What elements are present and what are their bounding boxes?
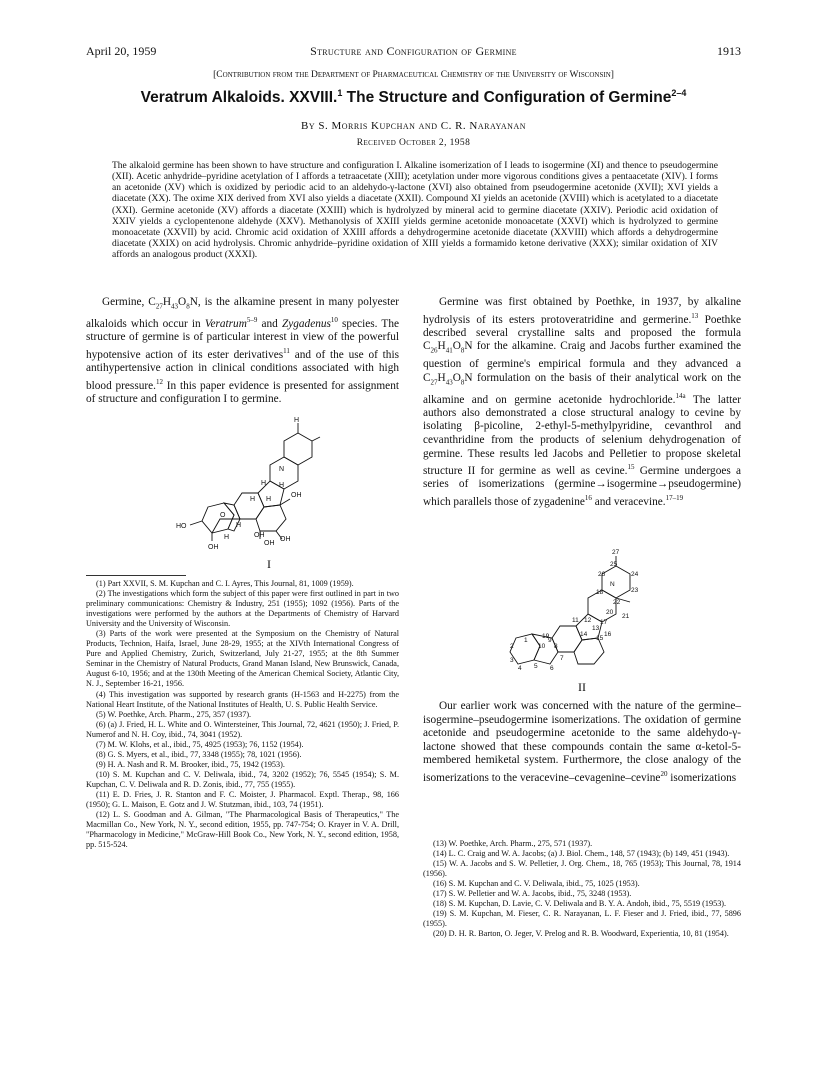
footnote: (13) W. Poethke, Arch. Pharm., 275, 571 (1937).	[433, 839, 593, 848]
position-number: 13	[592, 625, 600, 632]
footnote: (16) S. M. Kupchan and C. V. Deliwala, ibid., 75, 1025 (1953).	[433, 879, 640, 889]
position-number: 6	[550, 665, 554, 672]
paragraph-isomerization: Our earlier work was concerned with the nature of the germine–isogermine–pseudogermine isomerizations. The oxidation of germine acetonide and pseudogermine acetonide to the same aldehydo-γ-lactone showed that these compounds contain the same α-ketol-5-membered hemiketal system. Furthermore, the close analogy of the isomerizations to the veracevine–cevagenine–cevine$^{20}$ isomerizations	[423, 700, 741, 784]
issue-date: April 20, 1959	[86, 44, 157, 58]
atom-label: H	[279, 482, 285, 489]
position-number: 2	[510, 643, 514, 650]
position-number: 17	[600, 619, 608, 626]
atom-label: HO	[176, 523, 187, 530]
position-number: 24	[631, 571, 639, 578]
position-number: 1	[524, 637, 528, 644]
atom-label: H	[236, 522, 242, 529]
paragraph-history: Germine was first obtained by Poethke, in 1937, by alkaline hydrolysis of its esters protoveratridine and germerine.$^{13}$ Poethke described several crystalline salts and proposed the formula $C_{26}H_{41}O_8N$ for the alkamine. Craig and Jacobs further examined the question of germine's empirical formula and they advanced a $C_{27}H_{43}O_8N$ formulation on the basis of their analytical work on the alkamine and on germine acetonide hydrochloride.$^{14a}$ The latter authors also demonstrated a close structural analogy to cevine by isolating β-picoline, 2-ethyl-5-methylpyridine, cevanthrol and cevanthridine from the products of selenium dehydrogenation of germine. These results led Jacobs and Pelletier to propose skeletal structure II for germine as well as cevine.$^{15}$ Germine undergoes a series of isomerizations (germine→isogermine→pseudogermine) which parallels those of zygadenine$^{16}$ and veracevine.$^{17-19}$	[423, 296, 742, 508]
footnote: (6) (a) J. Fried, H. L. White and O. Wintersteiner, This Journal, 72, 4621 (1950); J. Fried, P. Numerof and N. H. Coy, ibid., 74, 3041 (1952).	[86, 719, 399, 739]
position-number: 3	[510, 657, 514, 664]
atom-label: OH	[291, 492, 302, 499]
atom-label: O	[220, 512, 226, 519]
author-line: By S. Morris Kupchan and C. R. Narayanan	[300, 120, 527, 132]
paragraph-intro: Germine, $C_{27}H_{43}O_8N$, is the alkamine present in many polyester alkaloids which occur in Veratrum$^{5-9}$ and Zygadenus$^{10}$ species. The structure of germine is of particular interest in view of the powerful hypotensive action of its ester derivatives$^{11}$ and of the use of this antihypertensive action in clinical conditions associated with high blood pressure.$^{12}$ In this paper evidence is presented for assignment of structure and configuration I to germine.	[86, 296, 399, 405]
position-number: 5	[534, 663, 538, 670]
footnote: (20) D. H. R. Barton, O. Jeger, V. Prelog and R. B. Woodward, Experientia, 10, 81 (1954).	[433, 929, 729, 939]
abstract: The alkaloid germine has been shown to have structure and configuration I. Alkaline isomerization of I leads to isogermine (XI) and thence to pseudogermine (XII). Acetic anhydride–pyridine acetylation of I affords a tetraacetate (XIII); acetylation under more vigorous conditions gives a pentaacetate (XIV). I forms an acetonide (XV) which is oxidized by periodic acid to an aldehydo-γ-lactone (XVI) also obtained from pseudogermine acetonide (XVII); XVI yields a diacetate (XX). The oxime XIX derived from XVI also yields a diacetate (XXII). Compound XI yields an acetonide (XVIII) which is acetylated to a diacetate (XXI). Germine acetonide (XV) affords a diacetate (XXIII) which is hydrolyzed by mineral acid to germine diacetate (XXIV). Periodic acid oxidation of XXIV yields a cyclopentenone aldehyde (XXV). Methanolysis of XXIII yields germine acetonide monoacetate (XXVI) which is hydrolyzed to germine monoacetate (XXVII) by acid. Chromic acid oxidation of XXIII affords a dehydrogermine acetonide diacetate (XXVIII) which affords a dehydrogermine diacetate (XXIX) on acid hydrolysis. Chromic anhydride–pyridine oxidation of XIII yields a formamido ketone derivative (XXX); similar oxidation of XIV affords an analogous product (XXXI).	[112, 161, 718, 261]
position-number: 18	[596, 589, 604, 596]
footnote: (7) M. W. Klohs, et al., ibid., 75, 4925 (1953); 76, 1152 (1954).	[96, 739, 304, 749]
position-number: 21	[622, 613, 630, 620]
footnote: (9) H. A. Nash and R. M. Brooker, ibid., 75, 1942 (1953).	[96, 759, 285, 769]
running-head	[86, 44, 741, 60]
atom-label: N	[279, 466, 285, 473]
body-column-right-top	[423, 296, 741, 509]
position-number: 14	[580, 631, 588, 638]
footnotes-left	[86, 579, 399, 850]
article-title	[86, 88, 741, 107]
position-number: 15	[596, 635, 604, 642]
title-part-2: The Structure and Configuration of Germine	[342, 89, 672, 107]
contribution-line: [Contribution from the Department of Pharmaceutical Chemistry of the University of Wisconsin]	[213, 70, 614, 80]
structure-II-diagram	[488, 548, 678, 676]
structure-I-label: I	[267, 557, 271, 571]
position-number: 26	[598, 571, 606, 578]
footnote: (15) W. A. Jacobs and S. W. Pelletier, J. Org. Chem., 18, 765 (1953); This Journal, 78, 1914 (1956).	[423, 859, 741, 879]
position-number: 8	[554, 643, 558, 650]
footnote: (14) L. C. Craig and W. A. Jacobs; (a) J. Biol. Chem., 148, 57 (1943); (b) 149, 451 (1943).	[433, 849, 730, 859]
atom-label: OH	[208, 544, 219, 551]
position-number: 16	[604, 631, 612, 638]
page-number: 1913	[717, 44, 741, 58]
footnote: (5) W. Poethke, Arch. Pharm., 275, 357 (1937).	[96, 709, 252, 719]
body-column-left	[86, 296, 399, 406]
footnote: (11) E. D. Fries, J. R. Stanton and F. C. Moister, J. Pharmacol. Exptl. Therap., 98, 166 (1950); G. L. Maison, E. Gotz and J. W. Stutzman, ibid., 103, 74 (1951).	[86, 789, 399, 810]
footnote: (8) G. S. Myers, et al., ibid., 77, 3348 (1955); 78, 1021 (1956).	[96, 749, 302, 759]
structure-I-diagram	[168, 415, 358, 555]
position-number: 7	[560, 655, 564, 662]
title-footnote-ref-1: 1	[337, 88, 343, 98]
footnote: (17) S. W. Pelletier and W. A. Jacobs, ibid., 75, 3248 (1953).	[433, 889, 632, 899]
position-number: 4	[518, 665, 522, 672]
atom-label: H	[261, 480, 267, 487]
footnotes-right	[423, 839, 741, 939]
position-number: 11	[572, 617, 579, 624]
atom-label: OH	[264, 540, 275, 547]
atom-label: H	[294, 417, 300, 424]
position-number: 19	[542, 633, 550, 640]
footnote: (1) Part XXVII, S. M. Kupchan and C. I. Ayres, This Journal, 81, 1009 (1959).	[96, 579, 354, 588]
atom-label: H	[266, 496, 272, 503]
position-number: N	[610, 581, 615, 588]
running-title: Structure and Configuration of Germine	[310, 44, 517, 58]
position-number: 27	[612, 549, 620, 556]
footnote: (19) S. M. Kupchan, M. Fieser, C. R. Narayanan, L. F. Fieser and J. Fried, ibid., 77, 5896 (1955).	[423, 909, 741, 929]
structure-II-label: II	[578, 680, 586, 694]
position-number: 10	[538, 643, 546, 650]
position-number: 22	[613, 599, 621, 606]
position-number: 9	[548, 637, 552, 644]
position-number: 20	[606, 609, 614, 616]
atom-label: H	[250, 496, 256, 503]
atom-label: OH	[254, 532, 265, 539]
position-number: 12	[584, 617, 592, 624]
title-footnote-ref-2: 2–4	[671, 88, 687, 98]
footnote: (2) The investigations which form the subject of this paper were first outlined in part in two preliminary communications: Chemistry & Industry, 251 (1955); 1092 (1956). Parts of the investigations were performed by the authors at the Departments of Chemistry of Harvard University and the University of Wisconsin.	[86, 589, 399, 629]
atom-label: OH	[280, 536, 291, 543]
position-number: 25	[610, 561, 618, 568]
atom-label: H	[224, 534, 230, 541]
body-column-right-bottom	[423, 700, 741, 785]
received-date: Received October 2, 1958	[356, 138, 471, 148]
footnote: (10) S. M. Kupchan and C. V. Deliwala, ibid., 74, 3202 (1952); 76, 5545 (1954); S. M. Kupchan, C. V. Deliwala and R. D. Zonis, ibid., 77, 755 (1955).	[86, 769, 399, 789]
footnote: (12) L. S. Goodman and A. Gilman, "The Pharmacological Basis of Therapeutics," The Macmillan Co., New York, N. Y., second edition, 1955, pp. 747-754; O. Krayer in V. A. Drill, "Pharmacology in Medicine," McGraw-Hill Book Co., New York, N. Y., second edition, 1958, pp. 515-524.	[86, 810, 399, 850]
title-part-1: Veratrum Alkaloids. XXVIII.	[140, 89, 338, 107]
footnote: (3) Parts of the work were presented at the Symposium on the Chemistry of Natural Products, Technion, Haifa, Israel, June 28-29, 1955; at the XIVth International Congress of Pure and Applied Chemistry, Zurich, Switzerland, July 21-27, 1955; at the 8th Summer Seminar in the Chemistry of Natural Products, Grand Manan Island, New Brunswick, Canada, August 6-10, 1956; and at the 130th Meeting of the American Chemical Society, Atlantic City, N. J., September 16-21, 1956.	[86, 629, 399, 689]
position-number: 23	[631, 587, 639, 594]
footnote: (18) S. M. Kupchan, D. Lavie, C. V. Deliwala and B. Y. A. Andoh, ibid., 75, 5519 (1953).	[433, 899, 727, 909]
footnote-rule	[86, 575, 186, 576]
footnote: (4) This investigation was supported by research grants (H-1563 and H-2275) from the National Heart Institute, of the National Institutes of Health, U. S. Public Health Service.	[86, 689, 399, 709]
